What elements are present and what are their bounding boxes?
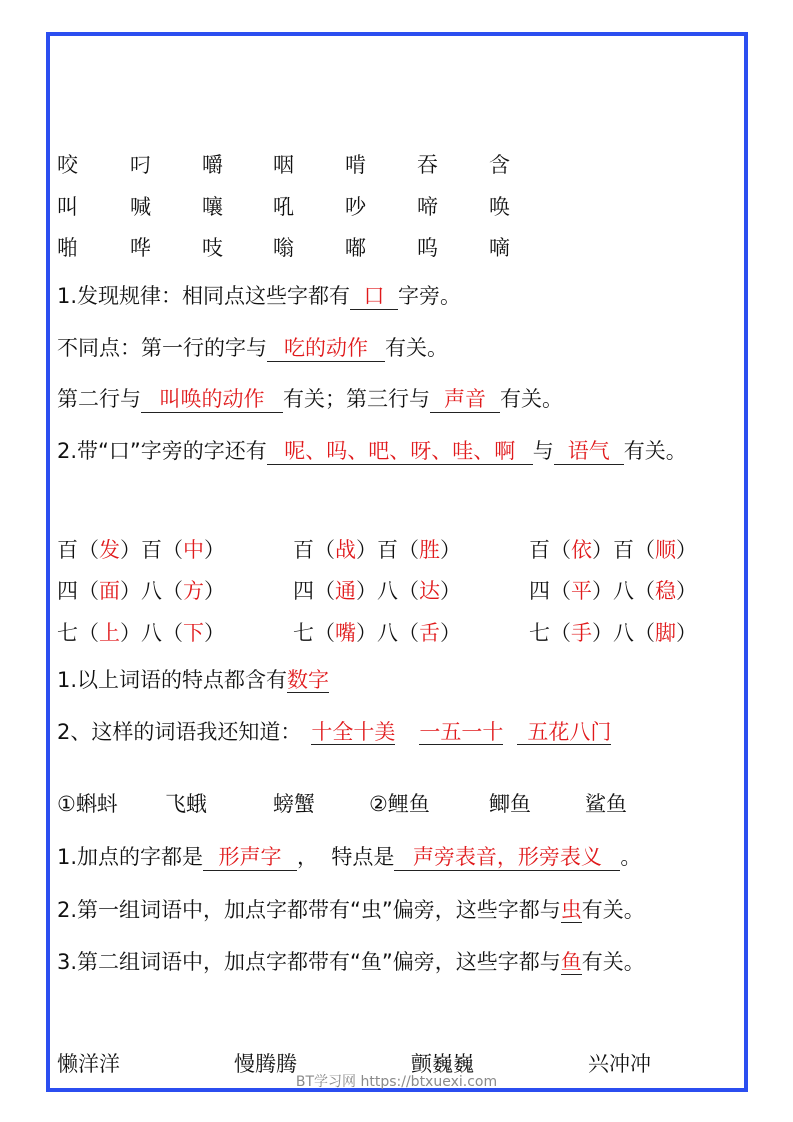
word: 螃蟹 bbox=[273, 792, 315, 816]
question-text: 2.带“口”字旁的字还有 bbox=[57, 439, 267, 463]
idiom-char: 百 bbox=[613, 538, 634, 562]
char: 嚼 bbox=[202, 153, 223, 177]
char: 吼 bbox=[273, 195, 294, 219]
question-line bbox=[57, 282, 461, 310]
answer-underlined: 虫 bbox=[560, 898, 582, 922]
question-text: 1.发现规律：相同点这些字都有 bbox=[57, 284, 351, 308]
idiom: 七（上）八（下） bbox=[57, 621, 225, 645]
idiom-char: 八 bbox=[377, 579, 398, 603]
question-text: 1.以上词语的特点都含有 bbox=[57, 668, 288, 692]
idiom-answer: 胜 bbox=[419, 538, 440, 562]
question-text: 1.加点的字都是 bbox=[57, 845, 204, 869]
char: 嘀 bbox=[489, 236, 510, 260]
question-line bbox=[57, 843, 641, 871]
idiom-char: 八 bbox=[613, 579, 634, 603]
idiom-char: 百 bbox=[377, 538, 398, 562]
question-line bbox=[57, 718, 611, 746]
word: 鲫鱼 bbox=[489, 792, 531, 816]
char: 哗 bbox=[130, 236, 151, 260]
char: 喊 bbox=[130, 195, 151, 219]
word: ②鲤鱼 bbox=[369, 792, 430, 816]
idiom-answer: 中 bbox=[183, 538, 204, 562]
question-text: 字旁。 bbox=[398, 284, 462, 308]
idiom: 七（手）八（脚） bbox=[529, 621, 697, 645]
idiom-answer: 战 bbox=[335, 538, 356, 562]
question-text: 有关。 bbox=[623, 439, 687, 463]
question-text: 3.第二组词语中，加点字都带有“鱼”偏旁，这些字都与 bbox=[57, 950, 561, 974]
answer-underlined: 鱼 bbox=[560, 950, 582, 974]
idiom-answer: 通 bbox=[335, 579, 356, 603]
idiom: 四（平）八（稳） bbox=[529, 579, 697, 603]
question-line bbox=[57, 896, 645, 924]
idiom-answer: 方 bbox=[183, 579, 204, 603]
answer-blank: 呢、吗、吧、呀、哇、啊 bbox=[267, 438, 533, 465]
question-text: 与 bbox=[532, 439, 554, 463]
char: 嗡 bbox=[273, 236, 294, 260]
question-text: 2、这样的词语我还知道： bbox=[57, 720, 302, 744]
idiom-answer: 舌 bbox=[419, 621, 440, 645]
answer-blank: 形声字 bbox=[203, 844, 297, 871]
idiom-char: 四 bbox=[529, 579, 550, 603]
char: 咬 bbox=[57, 153, 78, 177]
char: 咽 bbox=[273, 153, 294, 177]
word: ①蝌蚪 bbox=[57, 792, 118, 816]
idiom: 百（依）百（顺） bbox=[529, 538, 697, 562]
char: 含 bbox=[489, 153, 510, 177]
idiom-answer: 下 bbox=[183, 621, 204, 645]
idiom-char: 八 bbox=[613, 621, 634, 645]
char: 呜 bbox=[417, 236, 438, 260]
char: 嚷 bbox=[202, 195, 223, 219]
idiom-char: 八 bbox=[141, 621, 162, 645]
question-line bbox=[57, 437, 687, 465]
idiom-answer: 平 bbox=[571, 579, 592, 603]
idiom-answer: 面 bbox=[99, 579, 120, 603]
char: 吵 bbox=[345, 195, 366, 219]
char: 叫 bbox=[57, 195, 78, 219]
char: 叼 bbox=[130, 153, 151, 177]
answer-blank: 声音 bbox=[430, 386, 500, 413]
char: 啼 bbox=[417, 195, 438, 219]
question-line bbox=[57, 948, 645, 976]
question-text: 。 bbox=[620, 845, 642, 869]
answer-underlined: 五花八门 bbox=[517, 720, 611, 745]
char: 嘟 bbox=[345, 236, 366, 260]
watermark: BT学习网 https://btxuexi.com bbox=[295, 1074, 498, 1090]
answer-underlined: 一五一十 bbox=[419, 720, 504, 744]
char: 吞 bbox=[417, 153, 438, 177]
word: 兴冲冲 bbox=[588, 1052, 651, 1076]
word: 颤巍巍 bbox=[411, 1052, 474, 1076]
idiom-answer: 顺 bbox=[655, 538, 676, 562]
idiom: 四（通）八（达） bbox=[293, 579, 461, 603]
question-text: 第二行与 bbox=[57, 387, 141, 411]
answer-blank: 吃的动作 bbox=[267, 335, 385, 362]
question-line bbox=[57, 334, 448, 362]
idiom-answer: 发 bbox=[99, 538, 120, 562]
question-text: 有关。 bbox=[581, 898, 645, 922]
idiom-char: 百 bbox=[529, 538, 550, 562]
idiom-char: 八 bbox=[377, 621, 398, 645]
question-text: 有关。 bbox=[500, 387, 563, 411]
idiom-answer: 稳 bbox=[655, 579, 676, 603]
question-line bbox=[57, 385, 563, 413]
question-text: 有关；第三行与 bbox=[283, 387, 430, 411]
idiom-answer: 依 bbox=[571, 538, 592, 562]
question-text: 2.第一组词语中，加点字都带有“虫”偏旁，这些字都与 bbox=[57, 898, 561, 922]
idiom-char: 百 bbox=[141, 538, 162, 562]
idiom: 百（发）百（中） bbox=[57, 538, 225, 562]
char: 吱 bbox=[202, 236, 223, 260]
answer-blank: 叫唤的动作 bbox=[141, 386, 283, 413]
idiom-answer: 手 bbox=[571, 621, 592, 645]
idiom-char: 四 bbox=[293, 579, 314, 603]
answer-blank: 口 bbox=[350, 283, 398, 310]
answer-underlined: 十全十美 bbox=[311, 720, 396, 744]
question-text: 有关。 bbox=[581, 950, 645, 974]
idiom-char: 百 bbox=[57, 538, 78, 562]
question-text: ， 特点是 bbox=[297, 845, 395, 869]
idiom-char: 百 bbox=[293, 538, 314, 562]
word: 懒洋洋 bbox=[57, 1052, 120, 1076]
word: 飞蛾 bbox=[165, 792, 207, 816]
idiom-char: 七 bbox=[293, 621, 314, 645]
idiom: 四（面）八（方） bbox=[57, 579, 225, 603]
idiom-answer: 嘴 bbox=[335, 621, 356, 645]
word: 鲨鱼 bbox=[585, 792, 627, 816]
word: 慢腾腾 bbox=[234, 1052, 297, 1076]
idiom-answer: 达 bbox=[419, 579, 440, 603]
answer-blank: 语气 bbox=[554, 438, 624, 465]
char: 啪 bbox=[57, 236, 78, 260]
question-line bbox=[57, 666, 329, 694]
idiom-char: 四 bbox=[57, 579, 78, 603]
idiom: 七（嘴）八（舌） bbox=[293, 621, 461, 645]
answer-blank: 声旁表音，形旁表义 bbox=[394, 844, 620, 871]
idiom-char: 七 bbox=[529, 621, 550, 645]
idiom-char: 八 bbox=[141, 579, 162, 603]
answer-underlined: 数字 bbox=[287, 668, 330, 692]
idiom-char: 七 bbox=[57, 621, 78, 645]
char: 唤 bbox=[489, 195, 510, 219]
char: 啃 bbox=[345, 153, 366, 177]
question-text: 有关。 bbox=[385, 336, 448, 360]
idiom-answer: 上 bbox=[99, 621, 120, 645]
idiom: 百（战）百（胜） bbox=[293, 538, 461, 562]
idiom-answer: 脚 bbox=[655, 621, 676, 645]
question-text: 不同点：第一行的字与 bbox=[57, 336, 267, 360]
